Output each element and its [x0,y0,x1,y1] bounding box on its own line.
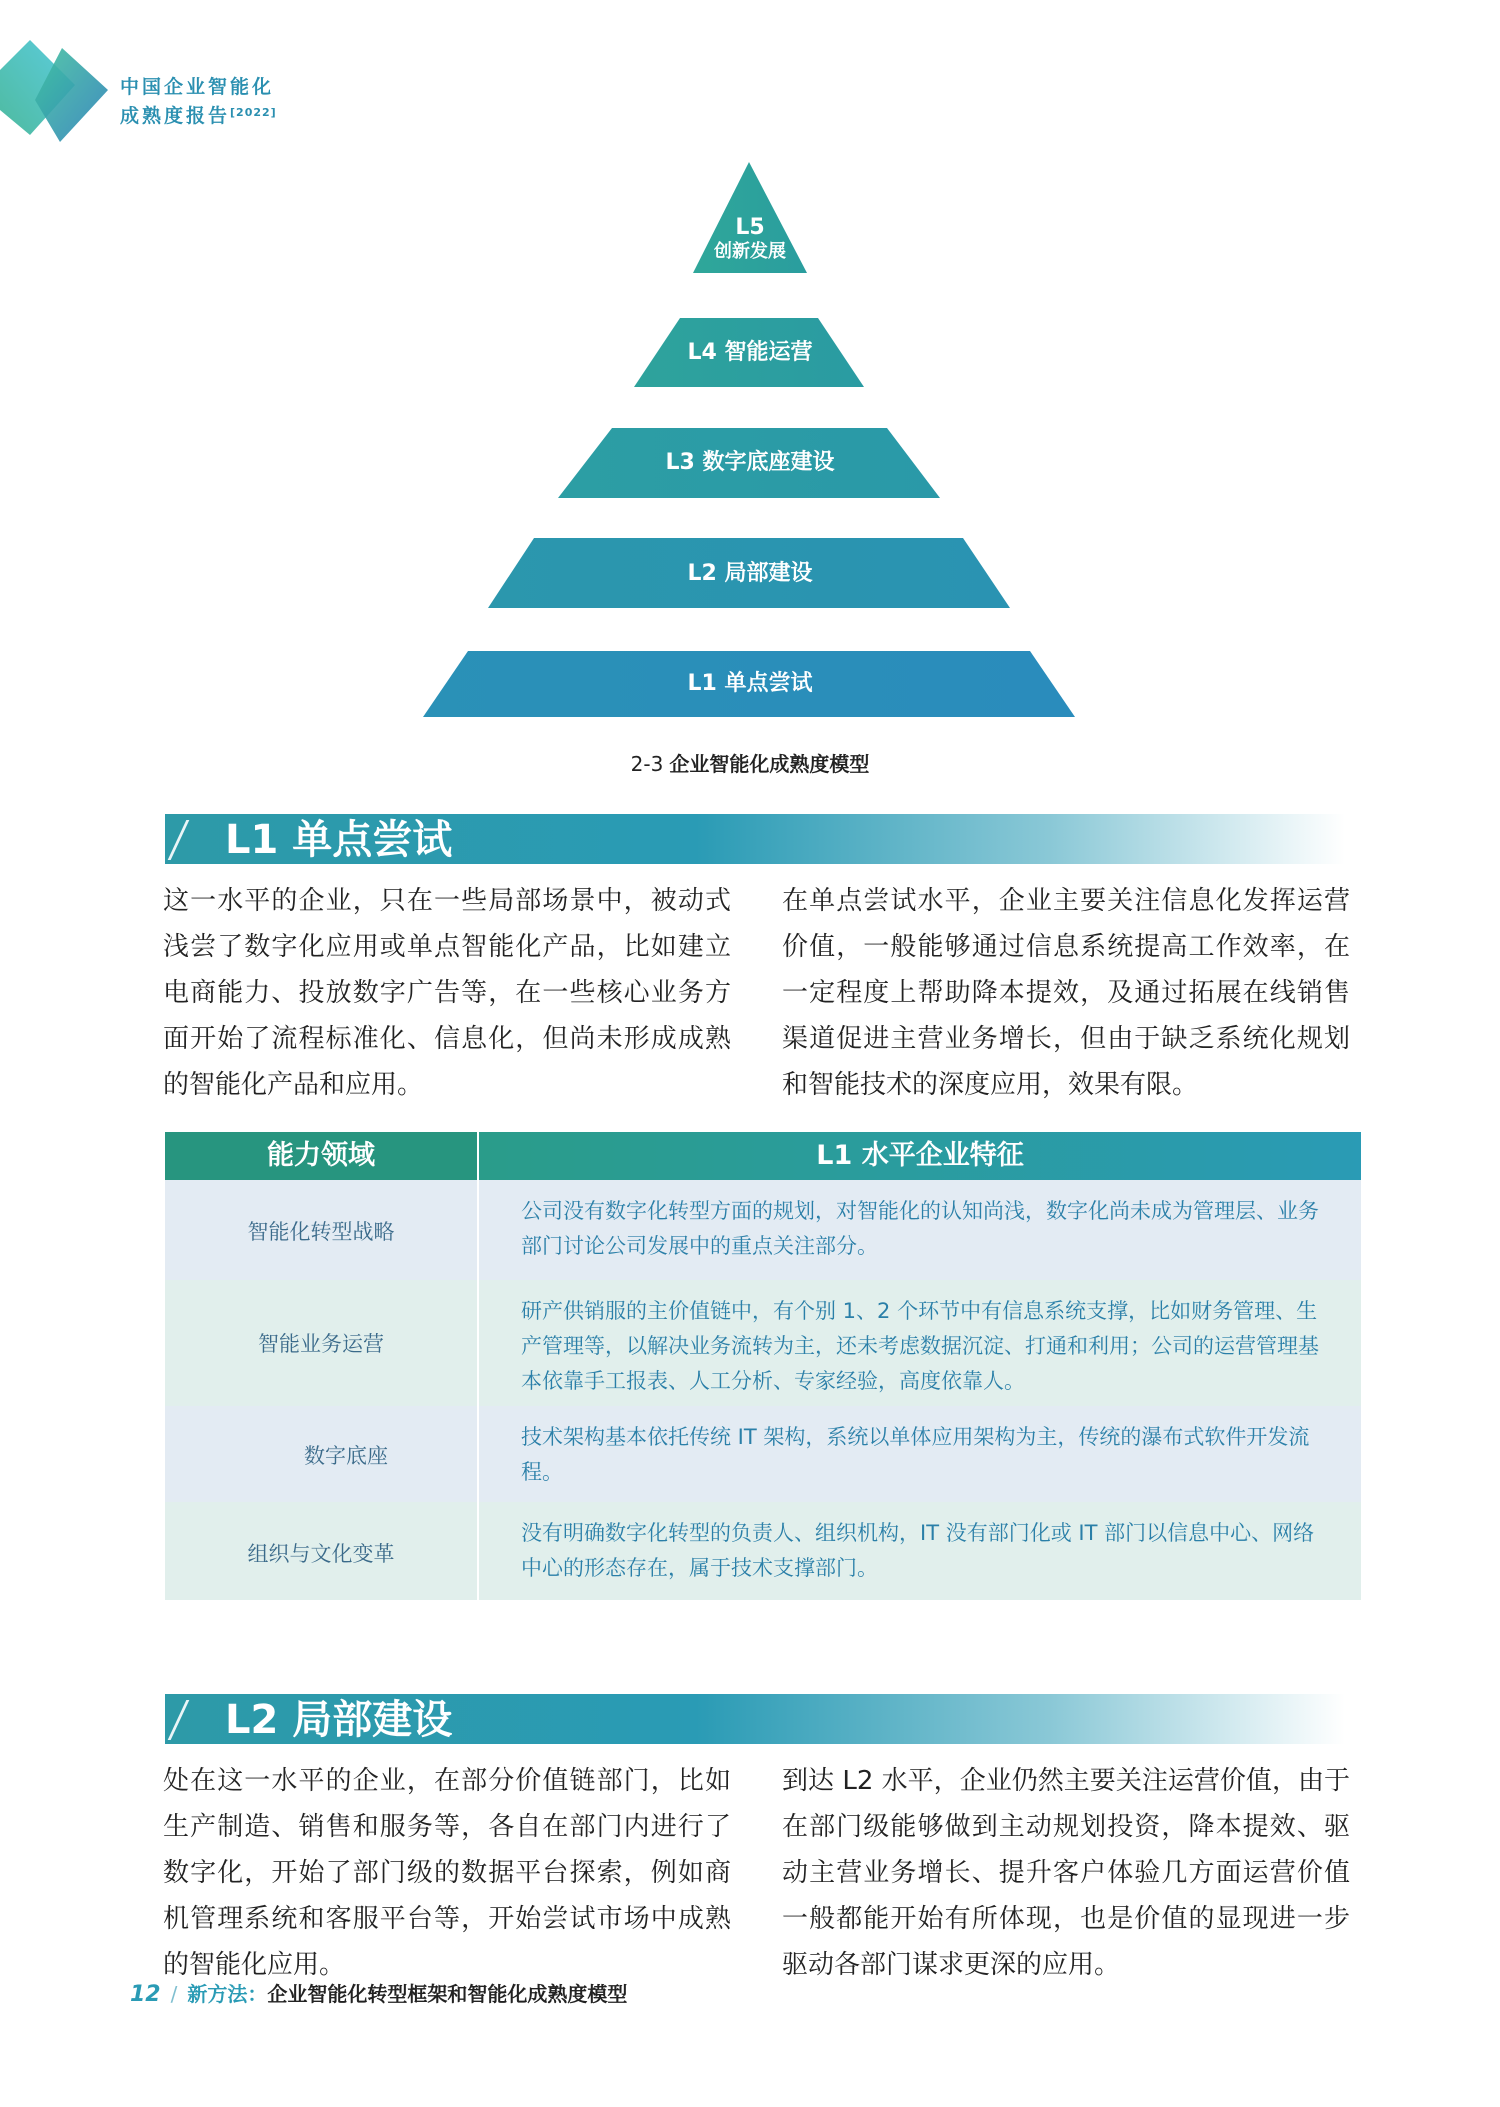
page-footer [130,1978,627,2007]
pyramid-l5-label [690,215,810,263]
table-header [165,1132,1361,1180]
section-title-l2: L2 局部建设 [225,1697,453,1743]
header-slash-decoration [168,820,190,860]
pyramid-l1-label: L1 单点尝试 [687,671,813,696]
table-row [165,1406,1361,1502]
table-row [165,1502,1361,1600]
table-header-area: 能力领域 [165,1132,477,1180]
footer-divider: / [170,1982,178,2006]
pyramid-l5-code: L5 [735,215,765,240]
table-row [165,1280,1361,1406]
table-cell-feature: 研产供销服的主价值链中，有个别 1、2 个环节中有信息系统支撑，比如财务管理、生产管理等，以解决业务流转为主，还未考虑数据沉淀、打通和利用；公司的运营管理基本依靠手工报表、人工分析、专家经验，高度依靠人。 [521,1299,1319,1393]
table-cell-area: 组织与文化变革 [247,1542,395,1566]
page-number: 12 [130,1982,161,2007]
maturity-pyramid [0,0,1500,740]
l1-right-paragraph: 在单点尝试水平，企业主要关注信息化发挥运营价值，一般能够通过信息系统提高工作效率，在一定程度上帮助降本提效，及通过拓展在线销售渠道促进主营业务增长，但由于缺乏系统化规划和智能技术的深度应用，效果有限。 [782,886,1350,1100]
l2-right-paragraph: 到达 L2 水平，企业仍然主要关注运营价值，由于在部门级能够做到主动规划投资，降本提效、驱动主营业务增长、提升客户体验几方面运营价值一般都能开始有所体现，也是价值的显现进一步驱动各部门谋求更深的应用。 [782,1766,1350,1980]
l2-left-paragraph: 处在这一水平的企业，在部分价值链部门，比如生产制造、销售和服务等，各自在部门内进行了数字化，开始了部门级的数据平台探索，例如商机管理系统和客服平台等，开始尝试市场中成熟的智能化应用。 [163,1766,731,1980]
footer-section-title: 企业智能化转型框架和智能化成熟度模型 [267,1982,628,2006]
figure-number: 2-3 [630,752,664,776]
table-cell-area: 智能业务运营 [258,1332,384,1356]
table-cell-feature: 技术架构基本依托传统 IT 架构，系统以单体应用架构为主，传统的瀑布式软件开发流程。 [521,1425,1310,1484]
table-cell-feature: 公司没有数字化转型方面的规划，对智能化的认知尚浅，数字化尚未成为管理层、业务部门讨论公司发展中的重点关注部分。 [521,1199,1319,1258]
report-year: [2022] [230,106,277,119]
section-title-l1: L1 单点尝试 [225,817,453,863]
table-cell-feature: 没有明确数字化转型的负责人、组织机构，IT 没有部门化或 IT 部门以信息中心、网络中心的形态存在，属于技术支撑部门。 [521,1521,1315,1580]
table-cell-area: 智能化转型战略 [247,1220,395,1244]
table-cell-area: 数字底座 [304,1444,388,1468]
section-header-l1 [165,814,1345,864]
pyramid-l4-label: L4 智能运营 [687,340,813,365]
l1-left-paragraph: 这一水平的企业，只在一些局部场景中，被动式浅尝了数字化应用或单点智能化产品，比如建立电商能力、投放数字广告等，在一些核心业务方面开始了流程标准化、信息化，但尚未形成成熟的智能化产品和应用。 [163,886,731,1100]
footer-section-label: 新方法： [187,1982,268,2006]
pyramid-l2-label: L2 局部建设 [687,561,813,586]
header-slash-decoration [168,1700,190,1740]
report-title-line2: 成熟度报告 [120,105,231,127]
figure-title: 企业智能化成熟度模型 [669,752,870,776]
l1-feature-table [165,1132,1361,1600]
table-row [165,1180,1361,1280]
section-header-l2 [165,1694,1345,1744]
pyramid-l5-name: 创新发展 [714,241,786,262]
figure-caption [0,748,1500,777]
table-header-feature: L1 水平企业特征 [479,1132,1361,1180]
pyramid-l3-label: L3 数字底座建设 [665,450,835,475]
report-title-line1: 中国企业智能化 [120,76,275,98]
